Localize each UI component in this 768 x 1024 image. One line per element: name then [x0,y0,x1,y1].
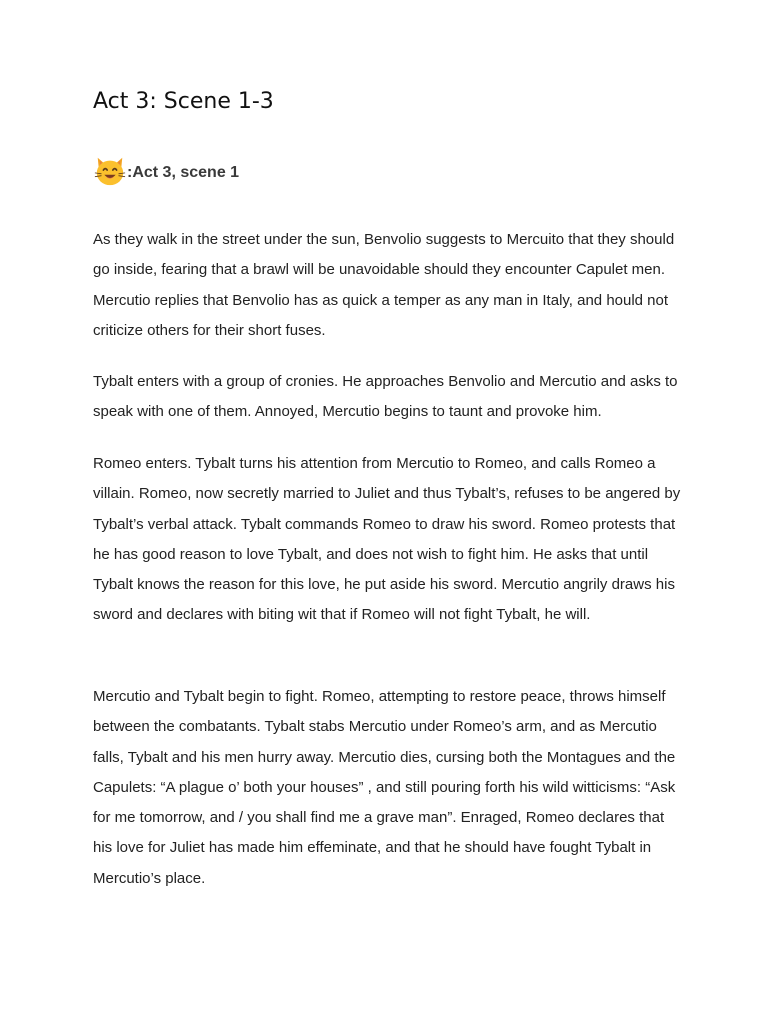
subheading-separator: : [127,164,133,181]
paragraph-text: Mercutio and Tybalt begin to fight. Romeo, attempting to restore peace, throws himself between the combatants. Tybalt stabs Mercutio under Romeo’s arm, and as Mercutio falls, Tybalt and his men hurry away. Mercutio dies, cursing both the Montagues and the Capulets: “A plague o’ both your houses” , and still pouring forth his wild witticisms: “Ask for me tomorrow, and / you shall find me a grave man”. Enraged, Romeo declares that his love for Juliet has made him effeminate, and that he should have fought Tybalt in Mercutio’s place. [93,688,676,887]
subheading-label: Act 3, scene 1 [132,164,240,181]
paragraph-text: As they walk in the street under the sun, Benvolio suggests to Mercuito that they should go inside, fearing that a brawl will be unavoidable should they encounter Capulet men. Mercutio replies that Benvolio has as quick a temper as any man in Italy, and hould not criticize others for their short fuses. [93,231,675,339]
smiling-cat-icon [93,154,127,188]
scene-subheading [93,153,239,189]
paragraph-text: Romeo enters. Tybalt turns his attention from Mercutio to Romeo, and calls Romeo a villain. Romeo, now secretly married to Juliet and thus Tybalt’s, refuses to be angered by Tybalt’s verbal attack. Tybalt commands Romeo to draw his sword. Romeo protests that he has good reason to love Tybalt, and does not wish to fight him. He asks that until Tybalt knows the reason for this love, he put aside his sword. Mercutio angrily draws his sword and declares with biting wit that if Romeo will not fight Tybalt, he will. [93,455,681,624]
paragraph-text: Tybalt enters with a group of cronies. He approaches Benvolio and Mercutio and asks to speak with one of them. Annoyed, Mercutio begins to taunt and provoke him. [93,373,678,421]
paragraph-4 [93,682,683,894]
paragraph-1 [93,225,683,346]
paragraph-2 [93,367,683,428]
document-title: Act 3: Scene 1-3 [93,89,274,114]
paragraph-3 [93,449,683,631]
